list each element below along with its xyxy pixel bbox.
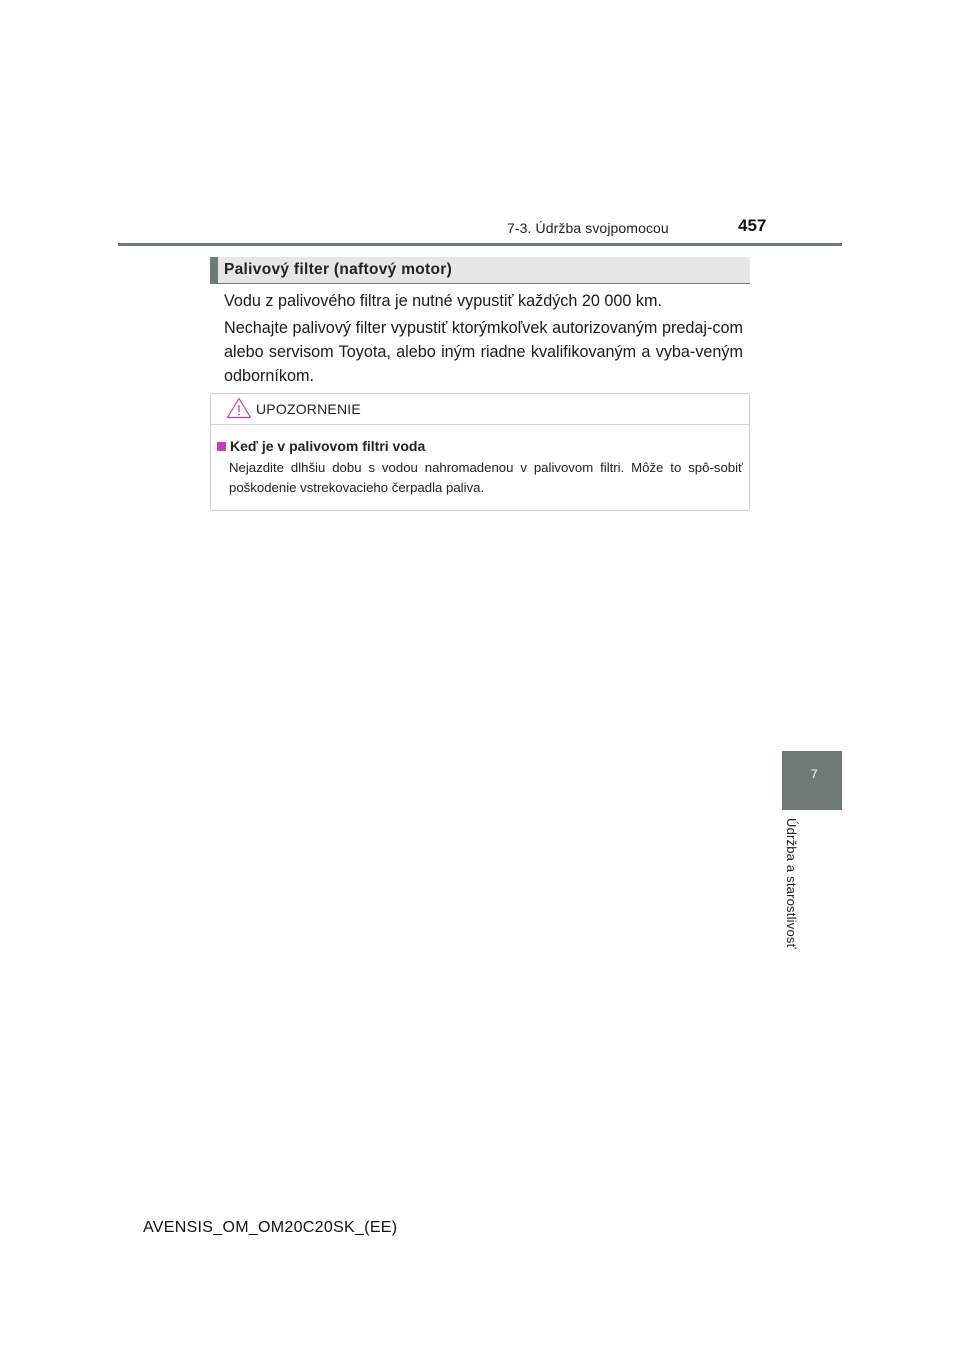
chapter-tab xyxy=(782,751,842,810)
header-rule xyxy=(118,243,842,246)
section-heading-bar xyxy=(210,257,750,284)
footer-doc-code: AVENSIS_OM_OM20C20SK_(EE) xyxy=(143,1219,398,1236)
body-paragraph-2: Nechajte palivový filter vypustiť ktorýmkoľvek autorizovaným predaj-com alebo servisom Toyota, alebo iným riadne kvalifikovaným a vyba-veným odborníkom. xyxy=(224,319,743,385)
warning-header xyxy=(211,394,749,425)
warning-item-text: Nejazdite dlhšiu dobu s vodou nahromadenou v palivovom filtri. Môže to spô-sobiť poškodenie vstrekovacieho čerpadla paliva. xyxy=(229,460,743,495)
chapter-number: 7 xyxy=(811,767,818,781)
warning-label: UPOZORNENIE xyxy=(256,401,361,417)
bullet-square-icon xyxy=(217,442,226,451)
warning-item-title xyxy=(215,438,425,454)
section-title: Palivový filter (naftový motor) xyxy=(224,261,453,278)
header-section: 7-3. Údržba svojpomocou xyxy=(507,220,669,236)
warning-box xyxy=(210,393,750,511)
warning-triangle-icon xyxy=(226,397,252,419)
body-paragraph-1: Vodu z palivového filtra je nutné vypustiť každých 20 000 km. xyxy=(224,292,662,310)
chapter-title: Údržba a starostlivosť xyxy=(784,818,799,949)
page-number: 457 xyxy=(738,216,767,235)
section-heading-accent xyxy=(210,257,218,283)
warning-item-title-text: Keď je v palivovom filtri voda xyxy=(230,438,426,454)
